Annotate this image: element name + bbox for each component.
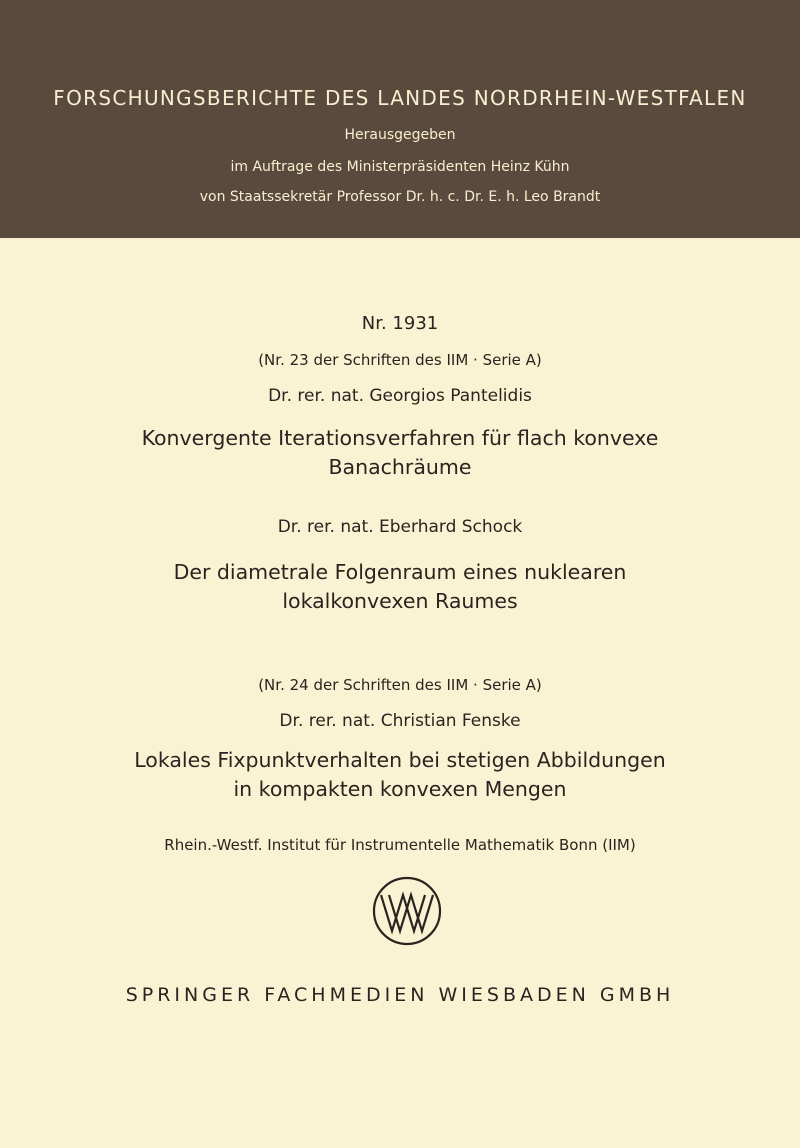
author-2: Dr. rer. nat. Eberhard Schock [277, 517, 523, 537]
work-title-3 [0, 746, 800, 804]
volume-number: Nr. 1931 [361, 313, 439, 334]
work-title-2-line-1: Der diametrale Folgenraum eines nuklearen [173, 560, 627, 584]
series-note-1: (Nr. 23 der Schriften des IIM · Serie A) [258, 351, 542, 369]
work-title-1 [0, 424, 800, 482]
institute-name: Rhein.-Westf. Institut für Instrumentelle Mathematik Bonn (IIM) [164, 836, 636, 854]
work-title-2 [0, 558, 800, 616]
series-note-2: (Nr. 24 der Schriften des IIM · Serie A) [258, 676, 542, 694]
cover-header-band [0, 0, 800, 238]
work-title-3-line-2: in kompakten konvexen Mengen [233, 777, 567, 801]
work-title-1-line-1: Konvergente Iterationsverfahren für flach konvexe [141, 426, 659, 450]
editor-line-2: im Auftrage des Ministerpräsidenten Heinz Kühn [230, 159, 570, 175]
author-3: Dr. rer. nat. Christian Fenske [279, 711, 521, 731]
work-title-2-line-2: lokalkonvexen Raumes [282, 589, 518, 613]
ww-logo-icon [371, 875, 443, 947]
author-1: Dr. rer. nat. Georgios Pantelidis [268, 386, 532, 406]
editor-line-3: von Staatssekretär Professor Dr. h. c. Dr. E. h. Leo Brandt [199, 189, 601, 205]
work-title-1-line-2: Banachräume [328, 455, 472, 479]
work-title-3-line-1: Lokales Fixpunktverhalten bei stetigen Abbildungen [134, 748, 666, 772]
series-title: FORSCHUNGSBERICHTE DES LANDES NORDRHEIN-WESTFALEN [53, 86, 747, 110]
publisher-name: SPRINGER FACHMEDIEN WIESBADEN GMBH [125, 984, 675, 1006]
editor-line-1: Herausgegeben [344, 127, 456, 143]
